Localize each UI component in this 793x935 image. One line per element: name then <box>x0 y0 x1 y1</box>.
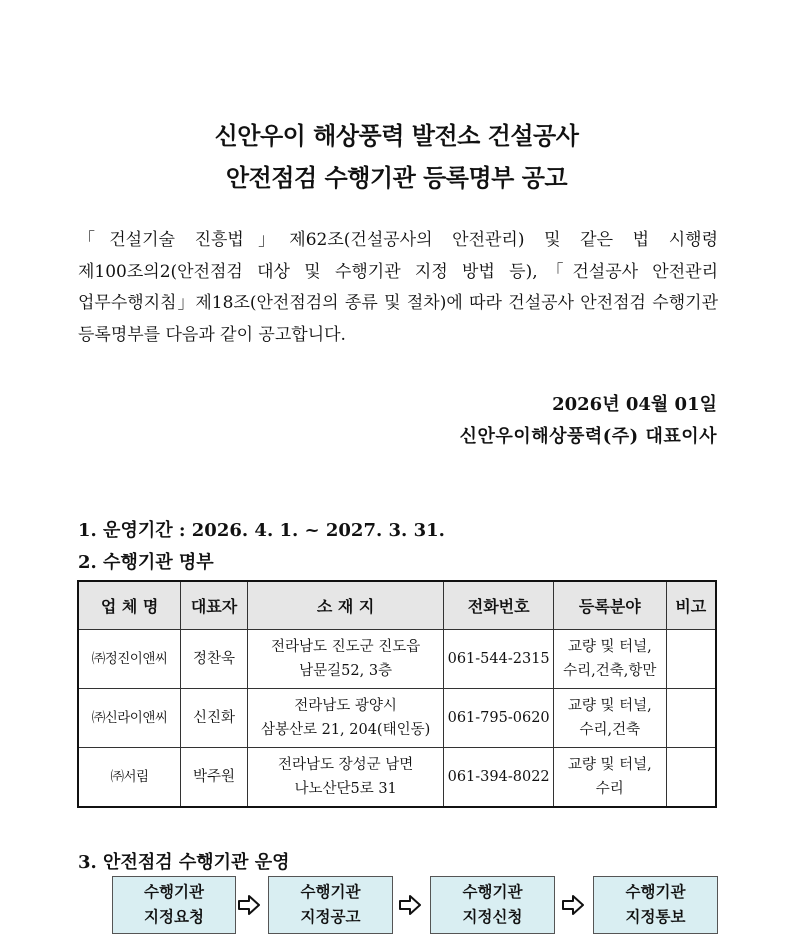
field-cell <box>554 748 667 808</box>
right-arrow-icon <box>399 895 421 915</box>
flow-step-line: 지정통보 <box>625 908 686 926</box>
address-line: 전라남도 광양시 <box>294 698 397 714</box>
company-name: ㈜신라이앤씨 <box>78 689 181 748</box>
note-cell <box>666 748 716 808</box>
field-line: 수리,건축 <box>579 722 641 738</box>
address-line: 전라남도 장성군 남면 <box>277 757 414 773</box>
notice-date: 2026년 04월 01일 <box>552 394 717 415</box>
note-cell <box>666 630 716 689</box>
field-line: 수리 <box>595 781 624 797</box>
address-line: 나노산단5로 31 <box>294 781 397 797</box>
flow-step-line: 지정요청 <box>144 908 204 926</box>
phone-number: 061-795-0620 <box>444 689 554 748</box>
flow-step-line: 지정공고 <box>300 908 361 926</box>
header-ceo: 대표자 <box>181 581 248 630</box>
table-header-row <box>78 581 716 630</box>
right-arrow-icon <box>238 895 260 915</box>
notice-title-line1: 신안우이 해상풍력 발전소 건설공사 <box>214 122 579 150</box>
ceo-name: 정찬욱 <box>181 630 248 689</box>
phone-number: 061-544-2315 <box>444 630 554 689</box>
intro-paragraph: 「건설기술 진흥법」제62조(건설공사의 안전관리) 및 같은 법 시행령 제100조의2(안전점검 대상 및 수행기관 지정 방법 등),「건설공사 안전관리 업무수행지침」제18조(안전점검의 종류 및 절차)에 따라 건설공사 안전점검 수행기관 등록명부를 다음과 같이 공고합니다. <box>78 230 718 345</box>
field-line: 교량 및 터널, <box>567 639 652 655</box>
field-cell <box>554 689 667 748</box>
flow-step-line: 지정신청 <box>462 908 523 926</box>
section-agency-list: 2. 수행기관 명부 <box>78 552 214 573</box>
right-arrow-icon <box>562 895 584 915</box>
table-row <box>78 689 716 748</box>
field-line: 교량 및 터널, <box>567 757 652 773</box>
flow-step-announce <box>268 876 393 934</box>
notice-title-line2: 안전점검 수행기관 등록명부 공고 <box>225 164 568 192</box>
flow-step-line: 수행기관 <box>625 883 686 901</box>
notice-issuer: 신안우이해상풍력(주) 대표이사 <box>459 426 717 447</box>
flow-step-apply <box>430 876 555 934</box>
field-line: 교량 및 터널, <box>567 698 652 714</box>
section-agency-operation: 3. 안전점검 수행기관 운영 <box>78 852 290 873</box>
address-cell <box>247 748 443 808</box>
note-cell <box>666 689 716 748</box>
phone-number: 061-394-8022 <box>444 748 554 808</box>
header-address: 소 재 지 <box>247 581 443 630</box>
field-cell <box>554 630 667 689</box>
header-phone: 전화번호 <box>444 581 554 630</box>
ceo-name: 박주원 <box>181 748 248 808</box>
flow-step-line: 수행기관 <box>462 883 523 901</box>
address-line: 삼봉산로 21, 204(태인동) <box>260 722 431 738</box>
header-note: 비고 <box>666 581 716 630</box>
table-row <box>78 630 716 689</box>
address-line: 전라남도 진도군 진도읍 <box>270 639 421 655</box>
company-name: ㈜정진이앤씨 <box>78 630 181 689</box>
header-company: 업 체 명 <box>78 581 181 630</box>
process-flow <box>0 876 793 934</box>
address-cell <box>247 630 443 689</box>
flow-step-line: 수행기관 <box>300 883 361 901</box>
address-line: 남문길52, 3층 <box>299 663 393 679</box>
flow-step-line: 수행기관 <box>144 883 204 901</box>
agency-register-table <box>77 580 717 808</box>
header-field: 등록분야 <box>554 581 667 630</box>
company-name: ㈜서림 <box>78 748 181 808</box>
ceo-name: 신진화 <box>181 689 248 748</box>
section-operation-period: 1. 운영기간 : 2026. 4. 1. ~ 2027. 3. 31. <box>78 520 445 541</box>
flow-step-notify <box>593 876 718 934</box>
table-row <box>78 748 716 808</box>
address-cell <box>247 689 443 748</box>
field-line: 수리,건축,항만 <box>563 663 657 679</box>
flow-step-request <box>112 876 236 934</box>
